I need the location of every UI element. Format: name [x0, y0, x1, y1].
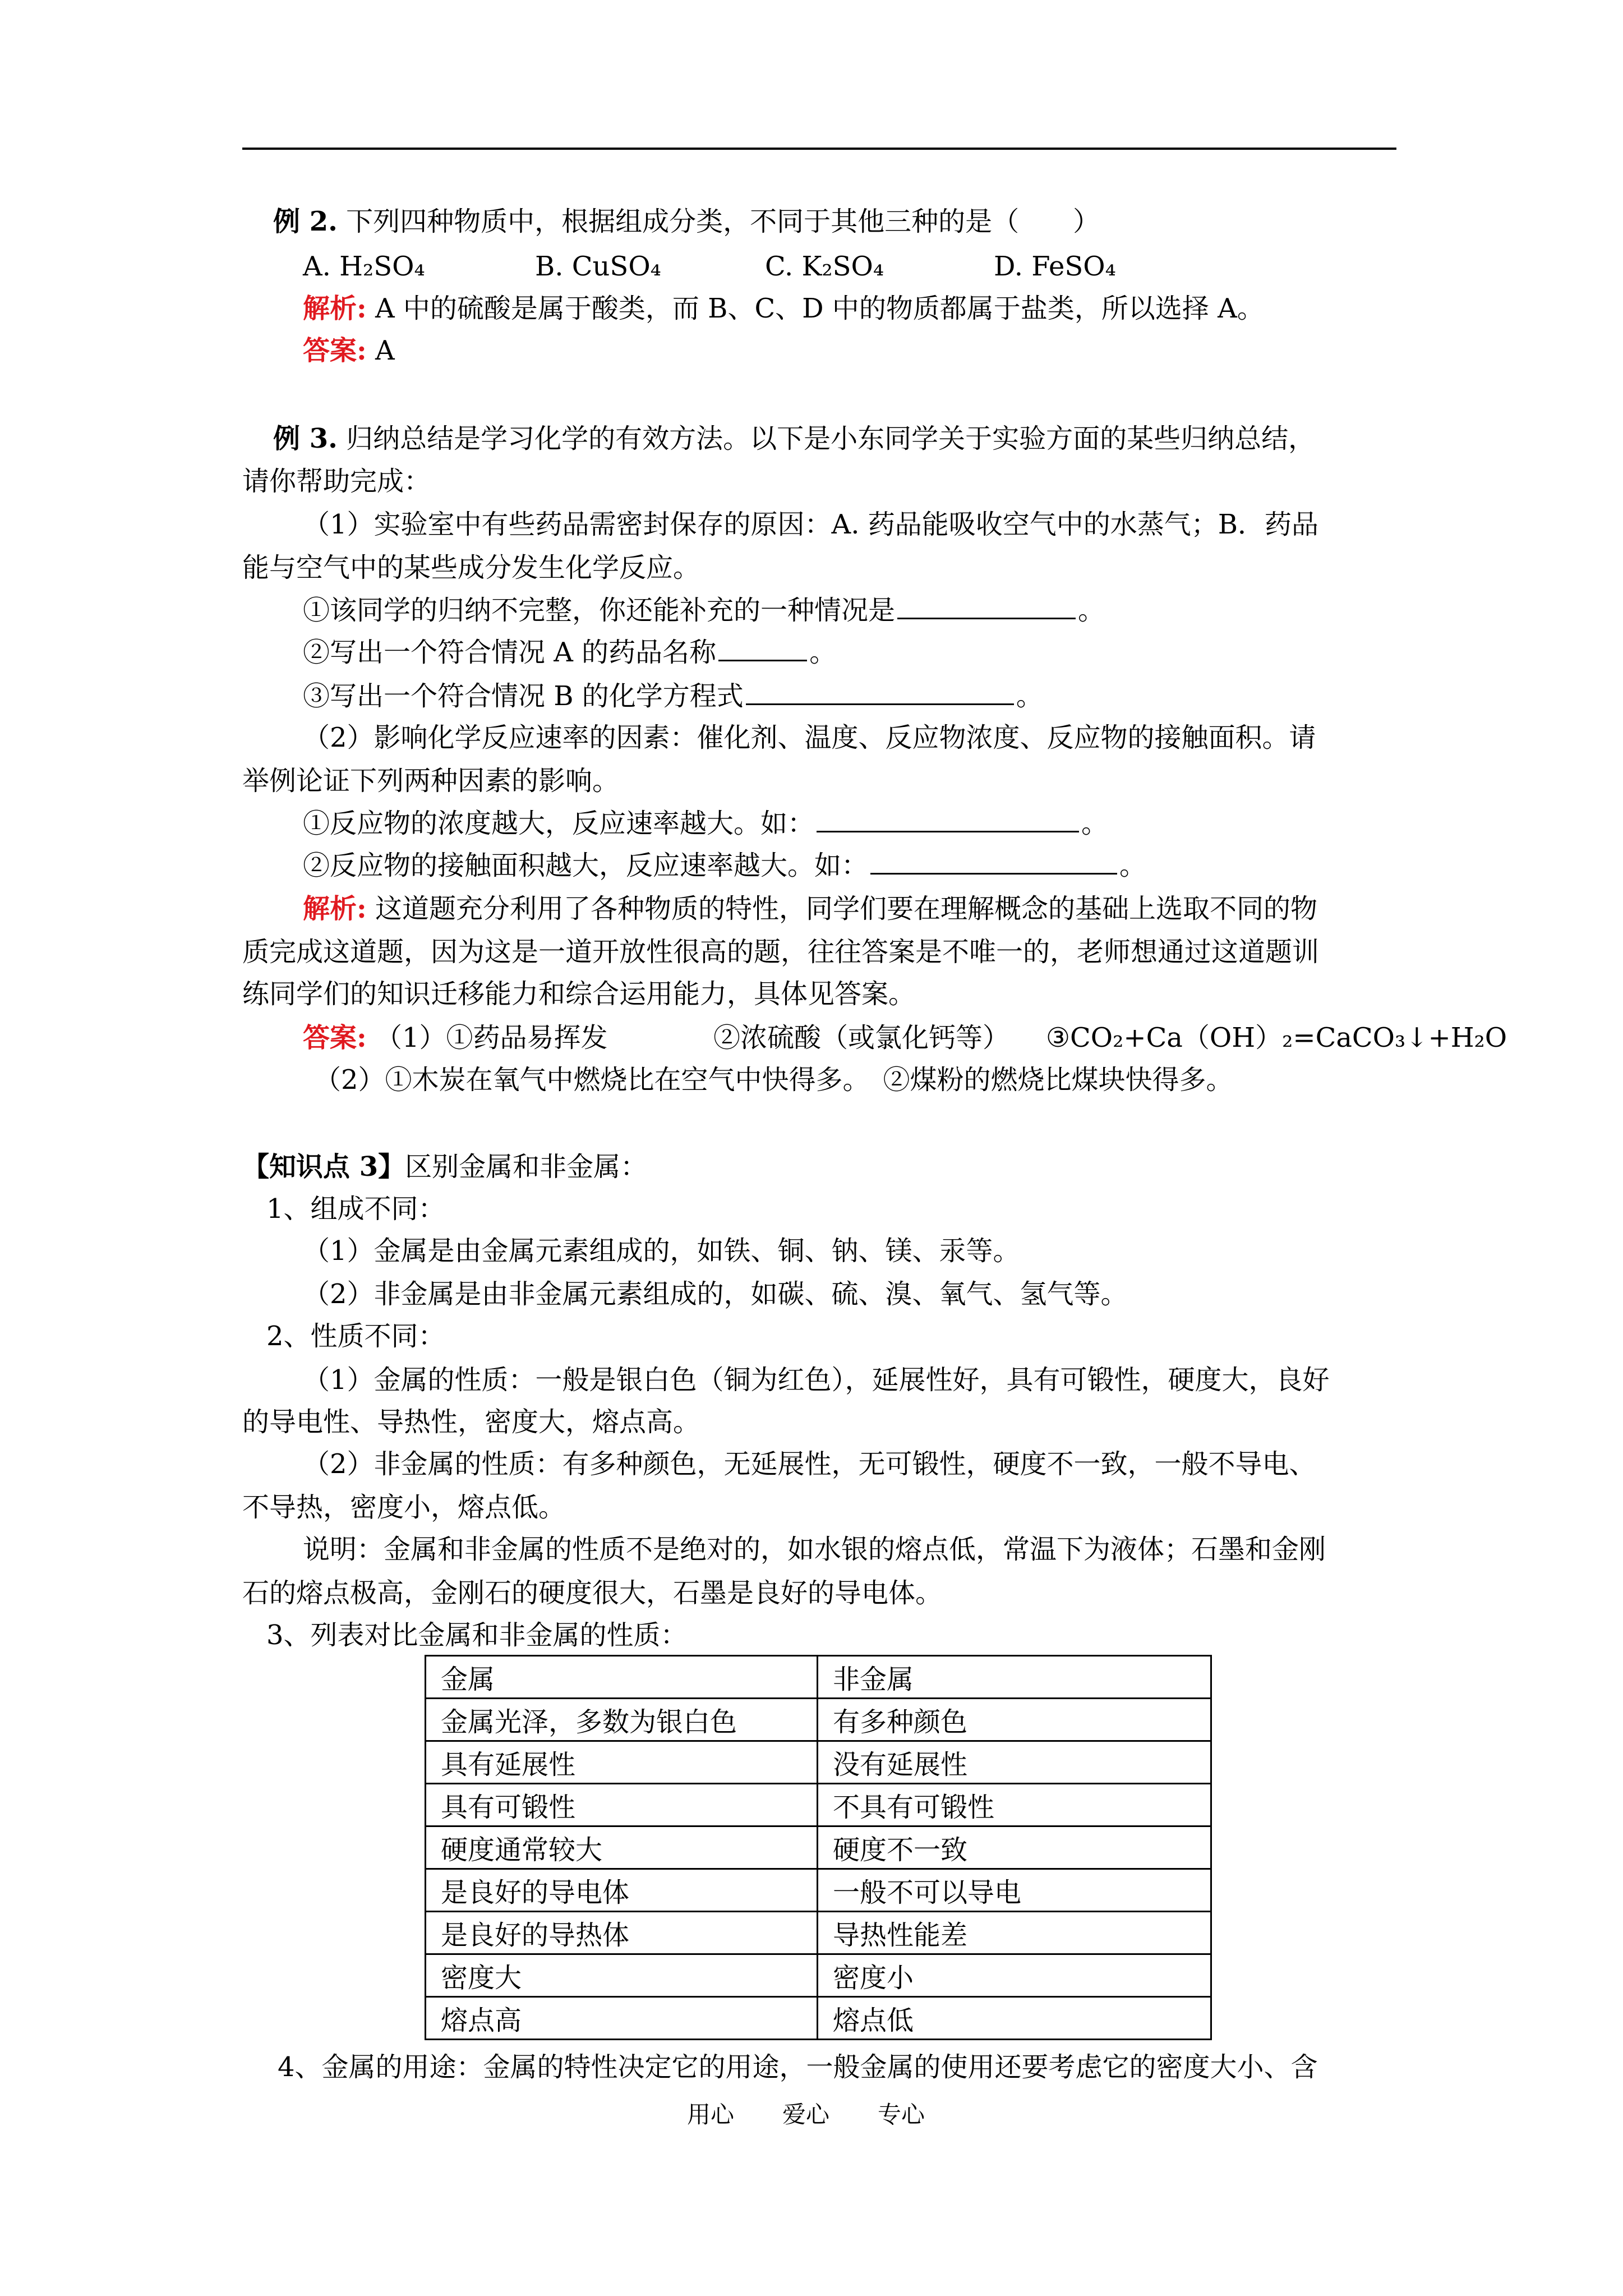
ex3-analysis3: 练同学们的知识迁移能力和综合运用能力，具体见答案。	[242, 978, 916, 1010]
ex3-p2a: （2）影响化学反应速率的因素：催化剂、温度、反应物浓度、反应物的接触面积。请	[303, 722, 1316, 753]
table-cell: 金属	[426, 1656, 818, 1699]
ex2-answer-label: 答案:	[303, 335, 367, 366]
table-cell: 一般不可以导电	[818, 1869, 1211, 1912]
ex3-s4: ①反应物的浓度越大，反应速率越大。如：	[303, 808, 815, 839]
footer-text-a: 用心	[687, 2101, 735, 2128]
kp3-h1: 1、组成不同：	[266, 1193, 445, 1225]
ex3-s4-period: 。	[1081, 808, 1109, 839]
footer-text-c: 专心	[878, 2101, 925, 2128]
ex3-answer2: （2）①木炭在氧气中燃烧比在空气中快得多。 ②煤粉的燃烧比煤块快得多。	[314, 1064, 1233, 1096]
ex3-analysis-line1	[303, 892, 1317, 926]
ex3-answer1a: （1）①药品易挥发	[375, 1022, 608, 1053]
ex3-s5: ②反应物的接触面积越大，反应速率越大。如：	[303, 850, 869, 881]
ex3-analysis-label: 解析:	[303, 893, 367, 924]
kp3-note2: 石的熔点极高，金刚石的硬度很大，石墨是良好的导电体。	[242, 1577, 943, 1609]
table-row	[426, 1741, 1211, 1784]
ex3-s2-blank	[718, 635, 807, 661]
header-rule	[242, 148, 1396, 150]
metal-nonmetal-table	[425, 1655, 1212, 2040]
table-cell: 没有延展性	[818, 1741, 1211, 1784]
kp3-h2a1: （1）金属的性质：一般是银白色（铜为红色），延展性好，具有可锻性，硬度大，良好	[303, 1364, 1330, 1396]
kp3-h2b1: （2）非金属的性质：有多种颜色，无延展性，无可锻性，硬度不一致，一般不导电、	[303, 1448, 1316, 1480]
kp3-title-rest: 区别金属和非金属：	[405, 1151, 648, 1182]
table-row	[426, 1954, 1211, 1997]
ex2-option-b: B. CuSO₄	[535, 251, 661, 282]
ex2-option-d: D. FeSO₄	[994, 251, 1116, 282]
table-cell: 非金属	[818, 1656, 1211, 1699]
kp3-h3: 3、列表对比金属和非金属的性质：	[266, 1619, 688, 1651]
ex2-answer-line	[303, 334, 395, 367]
ex3-s1: ①该同学的归纳不完整，你还能补充的一种情况是	[303, 595, 896, 626]
ex3-label: 例 3.	[273, 423, 338, 454]
table-row	[426, 1869, 1211, 1912]
ex3-s1-line	[303, 593, 1105, 627]
ex2-analysis: A 中的硫酸是属于酸类，而 B、C、D 中的物质都属于盐类，所以选择 A。	[375, 293, 1264, 324]
ex3-s2: ②写出一个符合情况 A 的药品名称	[303, 637, 717, 668]
kp3-h2: 2、性质不同：	[266, 1320, 445, 1352]
ex3-s3: ③写出一个符合情况 B 的化学方程式	[303, 680, 744, 712]
table-row	[426, 1656, 1211, 1699]
ex3-p1b: 能与空气中的某些成分发生化学反应。	[242, 552, 700, 583]
ex2-label: 例 2.	[273, 206, 338, 237]
kp3-h2b2: 不导热，密度小，熔点低。	[242, 1492, 566, 1523]
ex3-answer1b: ②浓硫酸（或氯化钙等）	[713, 1022, 1010, 1053]
ex3-s4-line	[303, 806, 1108, 840]
ex3-answer1c: ③CO₂+Ca（OH）₂=CaCO₃↓+H₂O	[1046, 1022, 1507, 1053]
table-cell: 导热性能差	[818, 1912, 1211, 1954]
ex3-analysis1: 这道题充分利用了各种物质的特性，同学们要在理解概念的基础上选取不同的物	[375, 893, 1318, 924]
ex3-s3-period: 。	[1016, 680, 1043, 712]
table-cell: 硬度通常较大	[426, 1826, 818, 1869]
ex2-option-c: C. K₂SO₄	[765, 251, 884, 282]
ex3-p2b: 举例论证下列两种因素的影响。	[242, 765, 620, 797]
table-cell: 金属光泽，多数为银白色	[426, 1699, 818, 1741]
ex2-question: 下列四种物质中，根据组成分类，不同于其他三种的是（ ）	[346, 206, 1100, 237]
ex3-s5-blank	[870, 848, 1117, 875]
table-cell: 不具有可锻性	[818, 1784, 1211, 1826]
table-cell: 是良好的导电体	[426, 1869, 818, 1912]
ex3-s3-line	[303, 679, 1043, 713]
table-row	[426, 1997, 1211, 2040]
table-cell: 熔点高	[426, 1997, 818, 2040]
page-footer	[687, 2101, 973, 2129]
table-cell: 有多种颜色	[818, 1699, 1211, 1741]
kp3-h1b: （2）非金属是由非金属元素组成的，如碳、硫、溴、氧气、氢气等。	[303, 1278, 1128, 1310]
ex3-p1a: （1）实验室中有些药品需密封保存的原因：A. 药品能吸收空气中的水蒸气；B．药品	[303, 509, 1318, 540]
ex3-s4-blank	[817, 806, 1079, 832]
table-cell: 硬度不一致	[818, 1826, 1211, 1869]
ex2-option-a: A. H₂SO₄	[303, 251, 425, 282]
ex3-s1-period: 。	[1078, 595, 1105, 626]
ex3-s2-line	[303, 635, 836, 669]
table-cell: 熔点低	[818, 1997, 1211, 2040]
ex3-answer-line1	[303, 1021, 1507, 1055]
ex2-question-line	[273, 205, 1100, 238]
kp3-note1: 说明：金属和非金属的性质不是绝对的，如水银的熔点低，常温下为液体；石墨和金刚	[303, 1534, 1326, 1565]
table-row	[426, 1826, 1211, 1869]
kp3-h2a2: 的导电性、导热性，密度大，熔点高。	[242, 1406, 700, 1438]
ex3-s2-period: 。	[809, 637, 837, 668]
ex2-answer: A	[375, 335, 395, 366]
table-cell: 具有可锻性	[426, 1784, 818, 1826]
ex3-answer-label: 答案:	[303, 1022, 367, 1053]
kp3-title	[242, 1150, 647, 1184]
footer-text-b: 爱心	[782, 2101, 830, 2128]
table-row	[426, 1699, 1211, 1741]
kp3-h1a: （1）金属是由金属元素组成的，如铁、铜、钠、镁、汞等。	[303, 1235, 1020, 1267]
table-cell: 具有延展性	[426, 1741, 818, 1784]
ex3-q1: 归纳总结是学习化学的有效方法。以下是小东同学关于实验方面的某些归纳总结，	[346, 423, 1316, 454]
table-cell: 密度小	[818, 1954, 1211, 1997]
ex3-s5-line	[303, 848, 1146, 882]
table-cell: 密度大	[426, 1954, 818, 1997]
ex3-q2: 请你帮助完成：	[242, 466, 431, 497]
kp3-title-bold: 【知识点 3】	[242, 1151, 405, 1182]
ex3-s1-blank	[897, 593, 1076, 619]
table-row	[426, 1784, 1211, 1826]
ex3-question-line1	[273, 422, 1315, 455]
table-cell: 是良好的导热体	[426, 1912, 818, 1954]
kp3-h4: 4、金属的用途：金属的特性决定它的用途，一般金属的使用还要考虑它的密度大小、含	[278, 2051, 1318, 2083]
ex2-analysis-line	[303, 292, 1264, 325]
table-row	[426, 1912, 1211, 1954]
ex3-s5-period: 。	[1119, 850, 1147, 881]
ex2-analysis-label: 解析:	[303, 293, 367, 324]
ex3-s3-blank	[746, 679, 1014, 705]
ex3-analysis2: 质完成这道题，因为这是一道开放性很高的题，往往答案是不唯一的，老师想通过这道题训	[242, 936, 1320, 968]
